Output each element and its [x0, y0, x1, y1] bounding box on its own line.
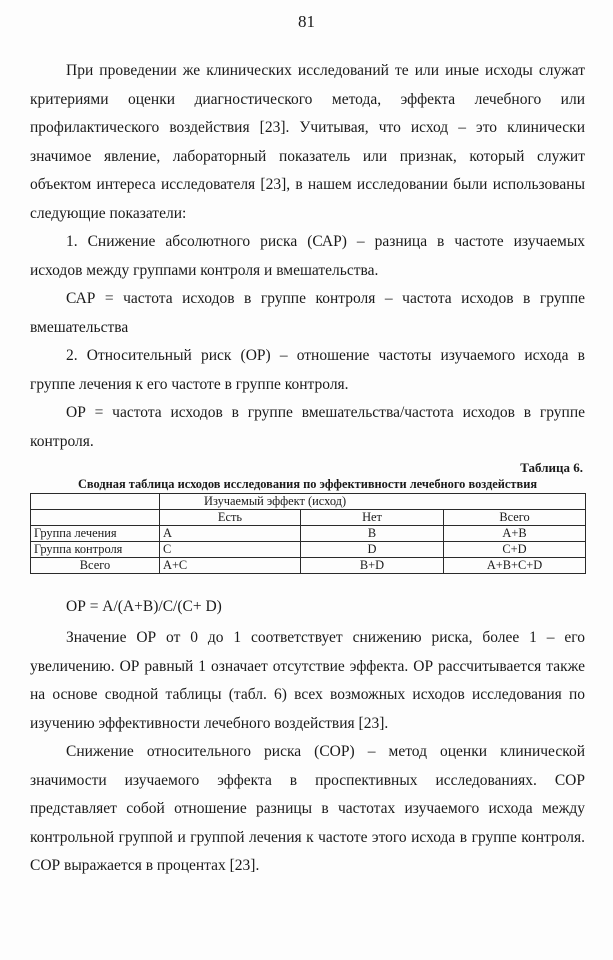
table-group-header-row: [31, 494, 586, 510]
table-row-label: Всего: [31, 558, 160, 574]
table-corner-cell: [31, 510, 160, 526]
table-corner-cell: [31, 494, 160, 510]
or-formula: ОР = A/(A+B)/C/(C+ D): [66, 598, 222, 615]
table-cell: B: [301, 526, 444, 542]
table-cell: A+B+C+D: [444, 558, 586, 574]
table-cell: A+B: [444, 526, 586, 542]
table-row: [31, 558, 586, 574]
table-row: [31, 526, 586, 542]
sor-definition-paragraph: Снижение относительного риска (СОР) – метод оценки клинической значимости изучаемого эффекта в проспективных исследованиях. СОР представляет собой отношение разницы в частотах изучаемого исхода между контрольной группой и группой лечения к частоте этого исхода в группе контроля. СОР выражается в процентах [23].: [30, 743, 585, 874]
intro-paragraph: При проведении же клинических исследований те или иные исходы служат критериями оценки диагностического метода, эффекта лечебного или профилактического воздействия [23]. Учитывая, что исход – это клинически значимое явление, лабораторный показатель или признак, который служит объектом интереса исследователя [23], в нашем исследовании были использованы следующие показатели:: [30, 62, 585, 222]
page-number: 81: [298, 12, 315, 31]
table-col-header: Нет: [301, 510, 444, 526]
table-col-header: Всего: [444, 510, 586, 526]
table-row-label: Группа лечения: [31, 526, 160, 542]
table-number: Таблица 6.: [520, 460, 583, 475]
table-header-row: [31, 510, 586, 526]
table-title: Сводная таблица исходов исследования по эффективности лечебного воздействия: [77, 477, 538, 491]
table-row: [31, 542, 586, 558]
or-definition-paragraph: 2. Относительный риск (ОР) – отношение частоты изучаемого исхода в группе лечения к его частоте в группе контроля.: [30, 347, 585, 393]
sar-definition-paragraph: 1. Снижение абсолютного риска (САР) – разница в частоте изучаемых исходов между группами контроля и вмешательства.: [30, 233, 585, 279]
or-formula-paragraph: ОР = частота исходов в группе вмешательства/частота исходов в группе контроля.: [30, 404, 585, 450]
table-cell: D: [301, 542, 444, 558]
summary-table: [30, 493, 586, 574]
table-row-label: Группа контроля: [31, 542, 160, 558]
sar-formula-paragraph: САР = частота исходов в группе контроля – частота исходов в группе вмешательства: [30, 290, 585, 336]
table-cell: B+D: [301, 558, 444, 574]
table-col-header: Есть: [160, 510, 301, 526]
table-cell: C: [160, 542, 301, 558]
table-cell: C+D: [444, 542, 586, 558]
table-cell: A+C: [160, 558, 301, 574]
or-interpretation-paragraph: Значение ОР от 0 до 1 соответствует снижению риска, более 1 – его увеличению. ОР равный 1 означает отсутствие эффекта. ОР рассчитывается также на основе сводной таблицы (табл. 6) всех возможных исходов исследования по изучению эффективности лечебного воздействия [23].: [30, 629, 585, 732]
table-cell: A: [160, 526, 301, 542]
table-group-header: Изучаемый эффект (исход): [160, 494, 586, 510]
